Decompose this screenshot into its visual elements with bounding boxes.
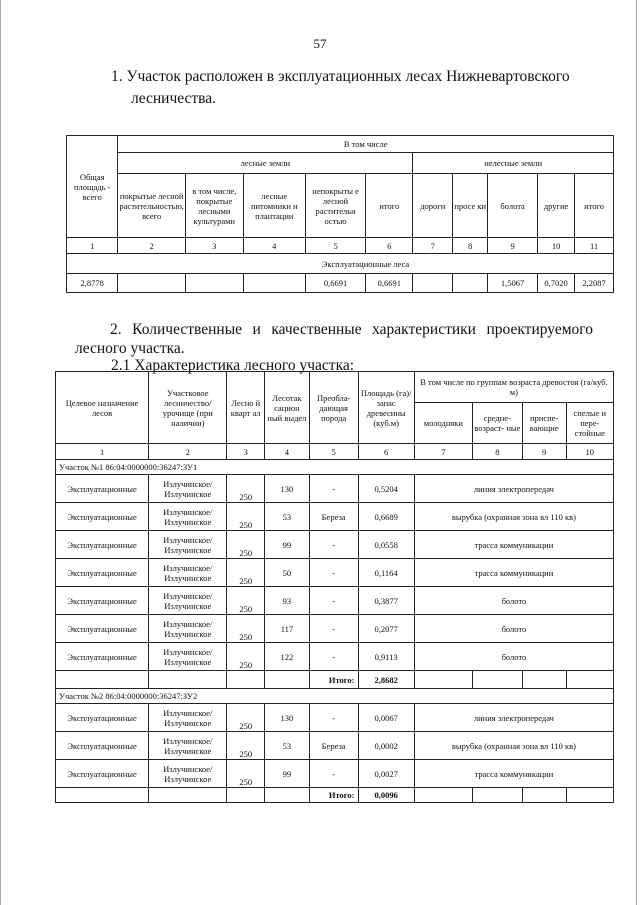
cell-note: трасса коммуникации — [414, 760, 613, 788]
cell-note: линия электропередач — [414, 704, 613, 732]
t2-header-mature: спелые и пере- стойные — [566, 403, 613, 444]
t1-col-header: дороги — [413, 174, 453, 238]
cell-forestry: Излучинское/ Излучинское — [149, 615, 227, 643]
cell-note: болото — [414, 587, 613, 615]
page-number: 57 — [313, 36, 327, 51]
t1-cell — [453, 274, 488, 293]
cell-species: - — [309, 615, 358, 643]
cell-quarter: 250 — [227, 475, 265, 503]
section-1-number: 1. — [111, 68, 123, 85]
t2-header-purpose: Целевое назначение лесов — [56, 372, 149, 444]
cell-forestry: Излучинское/ Излучинское — [149, 643, 227, 671]
cell-area: 0,0027 — [358, 760, 414, 788]
t2-num: 9 — [522, 444, 566, 460]
cell-area: 0,9113 — [358, 643, 414, 671]
cell-forestry: Излучинское/ Излучинское — [149, 531, 227, 559]
t1-num: 10 — [538, 238, 575, 254]
cell-quarter: 250 — [227, 531, 265, 559]
plot-1-title: Участок №1 86:04:0000000:36247:ЗУ1 — [56, 460, 614, 475]
t2-num: 7 — [414, 444, 472, 460]
t1-header-forest: лесные земли — [118, 153, 413, 174]
cell-species: Береза — [309, 732, 358, 760]
section-1-line2: лесничества. — [131, 90, 217, 107]
section-2-text — [75, 320, 593, 358]
t1-num: 4 — [243, 238, 305, 254]
table-row — [56, 531, 614, 559]
t2-num: 2 — [149, 444, 227, 460]
t2-header-middle: средне- возраст- ные — [472, 403, 522, 444]
plot-2-total-label: Итого: — [309, 788, 358, 803]
table-row — [56, 704, 614, 732]
cell-quarter: 250 — [227, 643, 265, 671]
t1-num: 1 — [67, 238, 118, 254]
plot-characteristics-table — [55, 371, 614, 803]
t2-num: 1 — [56, 444, 149, 460]
table-row — [56, 559, 614, 587]
t2-num: 10 — [566, 444, 613, 460]
t2-num: 3 — [227, 444, 265, 460]
t1-num: 7 — [413, 238, 453, 254]
t2-header-ripening: приспе- вающие — [522, 403, 566, 444]
cell-purpose: Эксплуатационные — [56, 475, 149, 503]
land-composition-table — [66, 135, 614, 293]
cell-quarter: 250 — [227, 503, 265, 531]
table-row — [67, 274, 614, 293]
t1-cell-total: 2,8778 — [67, 274, 118, 293]
t1-num: 11 — [575, 238, 614, 254]
t1-col-header: итого — [366, 174, 413, 238]
table-row — [56, 732, 614, 760]
cell-area: 0,5204 — [358, 475, 414, 503]
table-row — [56, 615, 614, 643]
cell-vydel: 99 — [265, 760, 310, 788]
t1-col-header: покрытые лесной растительностью, всего — [118, 174, 186, 238]
cell-purpose: Эксплуатационные — [56, 503, 149, 531]
table-row — [56, 475, 614, 503]
t1-cell — [118, 274, 186, 293]
t2-header-vydel: Лесотак сацион ный выдел — [265, 372, 310, 444]
cell-purpose: Эксплуатационные — [56, 615, 149, 643]
t1-cell: 0,7020 — [538, 274, 575, 293]
cell-species: - — [309, 587, 358, 615]
plot-2-title: Участок №2 86:04:0000000:36247:ЗУ2 — [56, 689, 614, 704]
section-1-line1: Участок расположен в эксплуатационных лесах Нижневартовского — [126, 68, 570, 85]
cell-vydel: 130 — [265, 704, 310, 732]
t1-header-nonforest: нелесные земли — [413, 153, 614, 174]
cell-vydel: 93 — [265, 587, 310, 615]
cell-vydel: 53 — [265, 732, 310, 760]
total-row — [56, 788, 614, 803]
cell-forestry: Излучинское/ Излучинское — [149, 503, 227, 531]
cell-species: Береза — [309, 503, 358, 531]
t1-cell — [413, 274, 453, 293]
section-2-1-heading: 2.1 Характеристика лесного участка: — [111, 357, 355, 374]
cell-quarter: 250 — [227, 704, 265, 732]
t1-col-header: непокрыты е лесной растительн остью — [305, 174, 365, 238]
t1-header-total: Общая площадь - всего — [67, 136, 118, 238]
cell-species: - — [309, 704, 358, 732]
cell-area: 0,0067 — [358, 704, 414, 732]
cell-species: - — [309, 475, 358, 503]
t1-col-header: другие — [538, 174, 575, 238]
t1-col-header: в том числе, покрытые лесными культурами — [185, 174, 243, 238]
cell-area: 0,2077 — [358, 615, 414, 643]
t1-cell — [185, 274, 243, 293]
t2-header-age-groups: В том числе по группам возраста древостоя (га/куб. м) — [414, 372, 613, 403]
t1-cell: 2,2087 — [575, 274, 614, 293]
cell-forestry: Излучинское/ Излучинское — [149, 559, 227, 587]
t2-num: 6 — [358, 444, 414, 460]
t2-num: 4 — [265, 444, 310, 460]
cell-note: болото — [414, 615, 613, 643]
cell-note: вырубка (охранная зона вл 110 кв) — [414, 732, 613, 760]
plot-2-total-value: 0,0096 — [358, 788, 414, 803]
t2-num: 5 — [309, 444, 358, 460]
t2-num: 8 — [472, 444, 522, 460]
cell-quarter: 250 — [227, 732, 265, 760]
t1-num: 6 — [366, 238, 413, 254]
section-2-line2: лесного участка. — [75, 340, 185, 357]
cell-vydel: 53 — [265, 503, 310, 531]
cell-note: трасса коммуникации — [414, 559, 613, 587]
cell-purpose: Эксплуатационные — [56, 531, 149, 559]
total-row — [56, 671, 614, 689]
plot-1-total-value: 2,8682 — [358, 671, 414, 689]
t2-header-young: молодняки — [414, 403, 472, 444]
t1-col-header: болота — [488, 174, 538, 238]
cell-purpose: Эксплуатационные — [56, 704, 149, 732]
cell-purpose: Эксплуатационные — [56, 760, 149, 788]
t1-col-header: итого — [575, 174, 614, 238]
cell-quarter: 250 — [227, 587, 265, 615]
cell-area: 0,0002 — [358, 732, 414, 760]
cell-forestry: Излучинское/ Излучинское — [149, 587, 227, 615]
t1-col-header: лесные питомники и плантации — [243, 174, 305, 238]
cell-note: болото — [414, 643, 613, 671]
cell-forestry: Излучинское/ Излучинское — [149, 475, 227, 503]
t1-header-incl: В том числе — [118, 136, 614, 153]
t1-num: 2 — [118, 238, 186, 254]
cell-note: линия электропередач — [414, 475, 613, 503]
table-row — [56, 503, 614, 531]
cell-species: - — [309, 760, 358, 788]
t2-header-quarter: Лесно й кварт ал — [227, 372, 265, 444]
cell-area: 0,3877 — [358, 587, 414, 615]
cell-purpose: Эксплуатационные — [56, 643, 149, 671]
table-row — [56, 643, 614, 671]
cell-area: 0,0558 — [358, 531, 414, 559]
cell-note: трасса коммуникации — [414, 531, 613, 559]
section-1-text — [111, 66, 611, 110]
table-row — [56, 587, 614, 615]
cell-vydel: 99 — [265, 531, 310, 559]
cell-area: 0,6689 — [358, 503, 414, 531]
table-row — [56, 760, 614, 788]
t1-cell: 1,5067 — [488, 274, 538, 293]
t1-col-header: просе ки — [453, 174, 488, 238]
cell-area: 0,1164 — [358, 559, 414, 587]
cell-purpose: Эксплуатационные — [56, 732, 149, 760]
cell-note: вырубка (охранная зона вл 110 кв) — [414, 503, 613, 531]
t2-header-area: Площадь (га)/ запас древесины (куб.м) — [358, 372, 414, 444]
t2-header-forestry: Участковое лесничество/ урочище (при наличии) — [149, 372, 227, 444]
t1-cell: 0,6691 — [305, 274, 365, 293]
cell-vydel: 122 — [265, 643, 310, 671]
t1-num: 3 — [185, 238, 243, 254]
t1-num: 8 — [453, 238, 488, 254]
t1-cell: 0,6691 — [366, 274, 413, 293]
cell-quarter: 250 — [227, 615, 265, 643]
cell-purpose: Эксплуатационные — [56, 587, 149, 615]
t1-num: 9 — [488, 238, 538, 254]
scan-edge-right — [636, 0, 637, 905]
cell-vydel: 50 — [265, 559, 310, 587]
cell-forestry: Излучинское/ Излучинское — [149, 760, 227, 788]
cell-vydel: 130 — [265, 475, 310, 503]
cell-species: - — [309, 643, 358, 671]
cell-forestry: Излучинское/ Излучинское — [149, 732, 227, 760]
t2-header-species: Преобла- дающая порода — [309, 372, 358, 444]
cell-forestry: Излучинское/ Излучинское — [149, 704, 227, 732]
cell-purpose: Эксплуатационные — [56, 559, 149, 587]
t1-num: 5 — [305, 238, 365, 254]
section-2-line1: 2. Количественные и качественные характеристики проектируемого — [110, 321, 593, 338]
cell-quarter: 250 — [227, 559, 265, 587]
t1-cell — [243, 274, 305, 293]
scan-edge-left — [0, 0, 1, 905]
t1-section-label: Эксплуатационные леса — [118, 254, 614, 274]
cell-vydel: 117 — [265, 615, 310, 643]
cell-species: - — [309, 559, 358, 587]
plot-1-total-label: Итого: — [309, 671, 358, 689]
cell-quarter: 250 — [227, 760, 265, 788]
cell-species: - — [309, 531, 358, 559]
